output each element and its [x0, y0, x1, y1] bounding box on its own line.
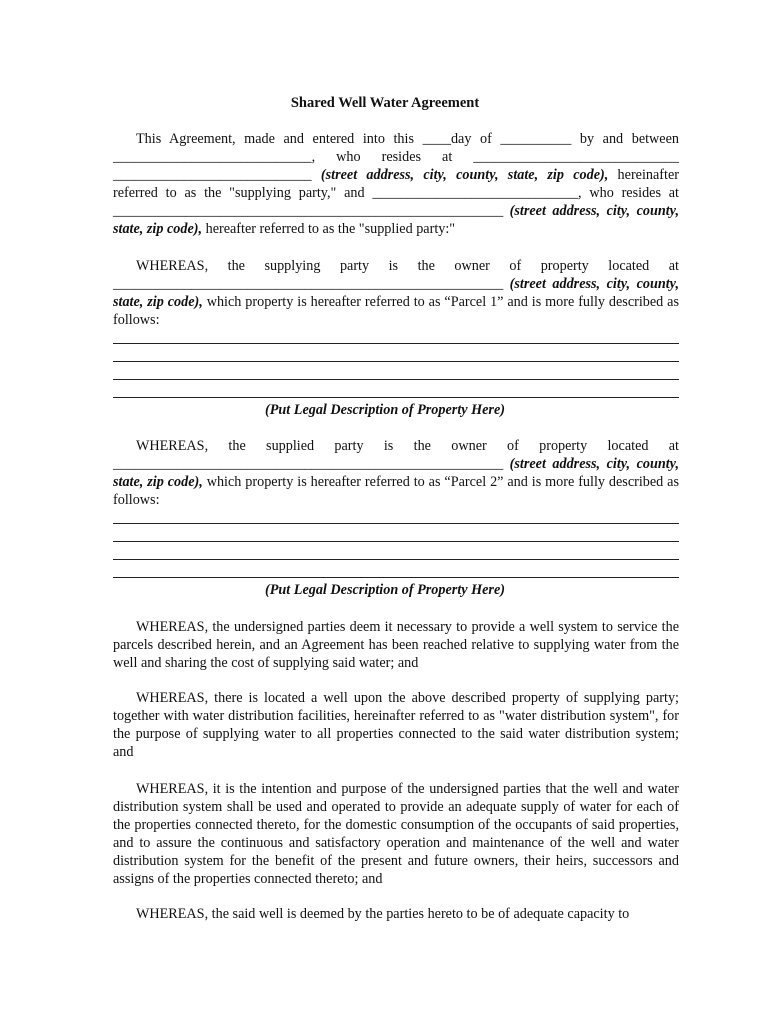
- intro-address-1: (street address, city, county, state, zip code),: [320, 167, 609, 183]
- parcel2-description-line: [113, 577, 679, 578]
- parcel2-address: (street address, city, county, state, zip code),: [113, 456, 679, 490]
- whereas-paragraph-2: [113, 689, 679, 761]
- parcel1-text-1: WHEREAS, the supplying party is the owner of property located at _______________________________________________________: [113, 258, 679, 292]
- whereas-text-4: WHEREAS, the said well is deemed by the parties hereto to be of adequate capacity to: [136, 906, 630, 922]
- parcel1-paragraph: [113, 257, 679, 329]
- parcel1-description-line: [113, 379, 679, 380]
- intro-text-3: hereafter referred to as the "supplied party:": [202, 221, 456, 237]
- intro-paragraph: [113, 130, 679, 238]
- parcel2-description-line: [113, 559, 679, 560]
- parcel1-description-line: [113, 397, 679, 398]
- parcel1-caption: (Put Legal Description of Property Here): [265, 402, 505, 418]
- parcel1-address: (street address, city, county, state, zip code),: [113, 276, 679, 310]
- parcel2-paragraph: [113, 437, 679, 509]
- whereas-text-1: WHEREAS, the undersigned parties deem it necessary to provide a well system to service the parcels described herein, and an Agreement has been reached relative to supplying water from the well and sharing the cost of supplying said water; and: [113, 619, 679, 671]
- parcel2-text-2: which property is hereafter referred to as “Parcel 2” and is more fully described as follows:: [113, 474, 679, 508]
- parcel2-caption: (Put Legal Description of Property Here): [265, 582, 505, 598]
- parcel2-text-1: WHEREAS, the supplied party is the owner of property located at _______________________________________________________: [113, 438, 679, 472]
- parcel1-description-line: [113, 343, 679, 344]
- parcel1-text-2: which property is hereafter referred to as “Parcel 1” and is more fully described as follows:: [113, 294, 679, 328]
- parcel2-description-line: [113, 523, 679, 524]
- whereas-text-3: WHEREAS, it is the intention and purpose of the undersigned parties that the well and water distribution system shall be used and operated to provide an adequate supply of water for each of the properties connected thereto, for the domestic consumption of the occupants of said properties, and to assure the continuous and satisfactory operation and maintenance of the well and water distribution system for the benefit of the present and future owners, their heirs, successors and assigns of the properties connected thereto; and: [113, 781, 679, 887]
- whereas-text-2: WHEREAS, there is located a well upon the above described property of supplying party; together with water distribution facilities, hereinafter referred to as "water distribution system", for the purpose of supplying water to all properties connected to the said water distribution system; and: [113, 690, 679, 760]
- whereas-paragraph-4: [113, 905, 679, 923]
- document-title: Shared Well Water Agreement: [290, 95, 480, 111]
- intro-text-2: hereinafter referred to as the "supplying party," and _____________________________, who resides at _______________________________________________________: [113, 167, 679, 219]
- intro-text-1: This Agreement, made and entered into this ____day of __________ by and between ____________________________, who resides at _____________________________ ____________________________: [113, 131, 679, 183]
- whereas-paragraph-1: [113, 618, 679, 672]
- whereas-paragraph-3: [113, 780, 679, 888]
- parcel2-description-line: [113, 541, 679, 542]
- intro-address-2: (street address, city, county, state, zip code),: [113, 203, 679, 237]
- parcel1-description-line: [113, 361, 679, 362]
